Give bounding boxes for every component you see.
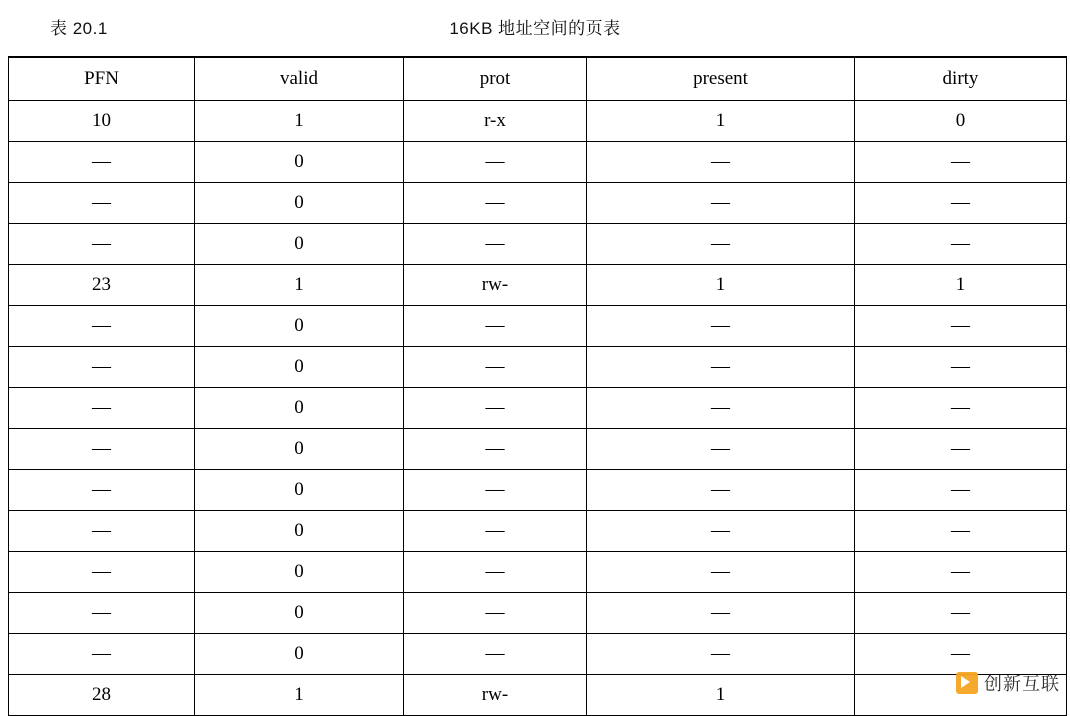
column-header-present: present: [587, 57, 855, 101]
cell-valid: 0: [195, 224, 404, 265]
table-row: [9, 675, 1067, 716]
table-number-label: 表 20.1: [50, 19, 108, 38]
cell-present: 1: [587, 265, 855, 306]
cell-pfn: —: [9, 224, 195, 265]
cell-pfn: —: [9, 142, 195, 183]
cell-dirty: 0: [855, 101, 1067, 142]
play-badge-icon: [956, 672, 978, 694]
cell-present: —: [587, 634, 855, 675]
cell-valid: 1: [195, 101, 404, 142]
watermark-text: 创新互联: [984, 674, 1060, 694]
cell-present: —: [587, 183, 855, 224]
cell-valid: 0: [195, 142, 404, 183]
cell-pfn: —: [9, 347, 195, 388]
cell-pfn: —: [9, 429, 195, 470]
table-row: [9, 142, 1067, 183]
cell-pfn: —: [9, 388, 195, 429]
cell-valid: 0: [195, 593, 404, 634]
cell-pfn: —: [9, 593, 195, 634]
cell-pfn: 28: [9, 675, 195, 716]
cell-dirty: —: [855, 470, 1067, 511]
table-row: [9, 470, 1067, 511]
cell-prot: —: [404, 634, 587, 675]
cell-pfn: 10: [9, 101, 195, 142]
cell-pfn: —: [9, 552, 195, 593]
cell-valid: 0: [195, 183, 404, 224]
column-header-pfn: PFN: [9, 57, 195, 101]
cell-prot: —: [404, 429, 587, 470]
cell-prot: —: [404, 347, 587, 388]
table-row: [9, 552, 1067, 593]
cell-dirty: —: [855, 552, 1067, 593]
cell-valid: 0: [195, 347, 404, 388]
table-title: 16KB 地址空间的页表: [449, 19, 621, 38]
table-header-row: [9, 57, 1067, 101]
cell-present: —: [587, 142, 855, 183]
cell-dirty: —: [855, 388, 1067, 429]
cell-valid: 1: [195, 265, 404, 306]
cell-prot: —: [404, 142, 587, 183]
cell-present: —: [587, 306, 855, 347]
cell-dirty: —: [855, 593, 1067, 634]
cell-valid: 0: [195, 634, 404, 675]
cell-pfn: 23: [9, 265, 195, 306]
cell-dirty: —: [855, 347, 1067, 388]
cell-present: —: [587, 347, 855, 388]
table-body: [9, 101, 1067, 716]
cell-valid: 0: [195, 552, 404, 593]
table-row: [9, 593, 1067, 634]
cell-valid: 0: [195, 429, 404, 470]
cell-dirty: 1: [855, 265, 1067, 306]
cell-prot: —: [404, 388, 587, 429]
cell-valid: 1: [195, 675, 404, 716]
table-row: [9, 265, 1067, 306]
table-row: [9, 634, 1067, 675]
cell-dirty: —: [855, 634, 1067, 675]
table-row: [9, 306, 1067, 347]
watermark: [956, 670, 1060, 696]
cell-prot: rw-: [404, 265, 587, 306]
cell-prot: —: [404, 470, 587, 511]
page-table: [8, 56, 1067, 716]
table-row: [9, 347, 1067, 388]
cell-prot: —: [404, 183, 587, 224]
cell-prot: —: [404, 511, 587, 552]
cell-dirty: —: [855, 183, 1067, 224]
cell-valid: 0: [195, 470, 404, 511]
cell-prot: —: [404, 224, 587, 265]
cell-present: —: [587, 552, 855, 593]
cell-present: —: [587, 593, 855, 634]
cell-valid: 0: [195, 306, 404, 347]
cell-prot: —: [404, 306, 587, 347]
cell-present: —: [587, 470, 855, 511]
cell-present: —: [587, 388, 855, 429]
cell-dirty: —: [855, 429, 1067, 470]
cell-pfn: —: [9, 511, 195, 552]
cell-present: 1: [587, 101, 855, 142]
table-row: [9, 511, 1067, 552]
cell-pfn: —: [9, 470, 195, 511]
column-header-dirty: dirty: [855, 57, 1067, 101]
table-row: [9, 101, 1067, 142]
cell-prot: r-x: [404, 101, 587, 142]
cell-pfn: —: [9, 306, 195, 347]
table-caption: [0, 0, 1070, 56]
cell-pfn: —: [9, 634, 195, 675]
cell-dirty: —: [855, 142, 1067, 183]
cell-prot: —: [404, 552, 587, 593]
cell-dirty: —: [855, 306, 1067, 347]
cell-pfn: —: [9, 183, 195, 224]
table-row: [9, 183, 1067, 224]
cell-present: —: [587, 429, 855, 470]
column-header-valid: valid: [195, 57, 404, 101]
cell-prot: —: [404, 593, 587, 634]
cell-present: —: [587, 224, 855, 265]
cell-dirty: —: [855, 511, 1067, 552]
cell-valid: 0: [195, 388, 404, 429]
table-row: [9, 224, 1067, 265]
table-row: [9, 429, 1067, 470]
cell-dirty: —: [855, 224, 1067, 265]
cell-present: —: [587, 511, 855, 552]
cell-present: 1: [587, 675, 855, 716]
cell-prot: rw-: [404, 675, 587, 716]
column-header-prot: prot: [404, 57, 587, 101]
cell-valid: 0: [195, 511, 404, 552]
table-row: [9, 388, 1067, 429]
